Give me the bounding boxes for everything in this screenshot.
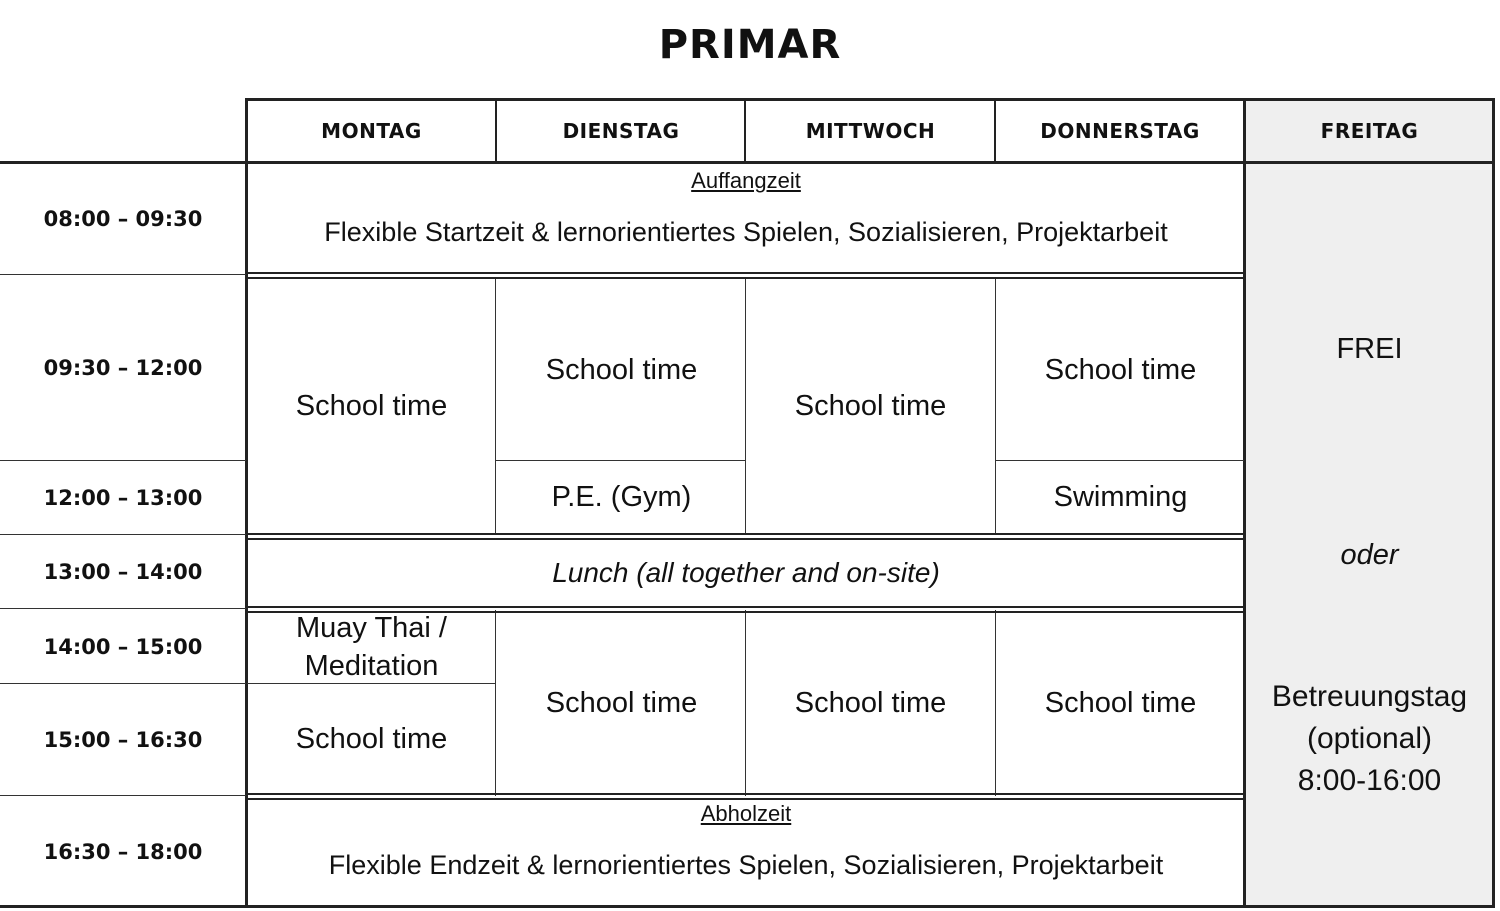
freitag-oder: oder [1340,539,1399,571]
grid-line [0,460,246,461]
time-slot-1400: 14:00 – 15:00 [43,634,203,659]
grid-double-line [247,272,1244,279]
grid-line [745,277,746,535]
freitag-optional: (optional) [1306,722,1433,755]
header-montag: MONTAG [321,119,422,143]
dienstag-school-time-afternoon: School time [545,686,698,719]
montag-muay-thai-meditation: Muay Thai / Meditation [296,612,447,682]
grid-line [994,98,996,163]
header-donnerstag: DONNERSTAG [1040,119,1200,143]
grid-line [496,460,746,461]
grid-double-line [247,793,1244,800]
grid-line [245,98,248,908]
grid-line [495,277,496,535]
grid-line [996,460,1244,461]
grid-line [0,683,246,684]
grid-line [745,610,746,796]
grid-line [0,905,1495,908]
morning-text: Flexible Startzeit & lernorientiertes Spielen, Sozialisieren, Projektarbeit [324,217,1168,247]
page-title: PRIMAR [658,22,842,68]
evening-heading: Abholzeit [700,801,792,826]
grid-double-line [247,606,1244,613]
grid-line [0,274,246,275]
header-mittwoch: MITTWOCH [805,119,936,143]
time-slot-1630: 16:30 – 18:00 [43,839,203,864]
grid-line [995,610,996,796]
grid-line [495,98,497,163]
grid-line [0,161,1495,164]
donnerstag-swimming: Swimming [1053,481,1188,513]
donnerstag-school-time-morning: School time [1044,353,1197,386]
grid-line [0,534,246,535]
evening-text: Flexible Endzeit & lernorientiertes Spielen, Sozialisieren, Projektarbeit [328,850,1164,880]
time-slot-1500: 15:00 – 16:30 [43,728,203,752]
grid-double-line [247,533,1244,540]
grid-line [495,610,496,796]
header-freitag: FREITAG [1320,119,1419,143]
freitag-betreuungstag: Betreuungstag [1271,680,1468,713]
lunch-cell: Lunch (all together and on-site) [552,556,940,588]
grid-line [1492,98,1495,908]
grid-line [0,795,246,796]
donnerstag-school-time-afternoon: School time [1044,686,1197,719]
time-slot-0930: 09:30 – 12:00 [43,356,203,380]
grid-line [744,98,746,163]
evening-block [247,799,1245,907]
morning-heading: Auffangzeit [691,168,801,193]
dienstag-pe-gym: P.E. (Gym) [551,481,692,513]
mittwoch-school-time-afternoon: School time [794,686,947,719]
time-slot-0800: 08:00 – 09:30 [43,207,203,231]
grid-line [1243,98,1246,908]
dienstag-school-time-morning: School time [545,353,698,386]
montag-school-time-afternoon: School time [295,723,448,755]
morning-block [247,163,1245,273]
freitag-frei: FREI [1336,333,1403,365]
time-slot-1300: 13:00 – 14:00 [43,560,203,584]
montag-school-time-morning: School time [295,389,448,422]
grid-line [245,98,1495,101]
grid-line [247,683,496,684]
grid-line [0,608,246,609]
grid-line [995,277,996,535]
time-slot-1200: 12:00 – 13:00 [43,486,203,510]
mittwoch-school-time-morning: School time [794,389,947,422]
freitag-hours: 8:00-16:00 [1297,764,1442,797]
header-dienstag: DIENSTAG [562,119,680,143]
